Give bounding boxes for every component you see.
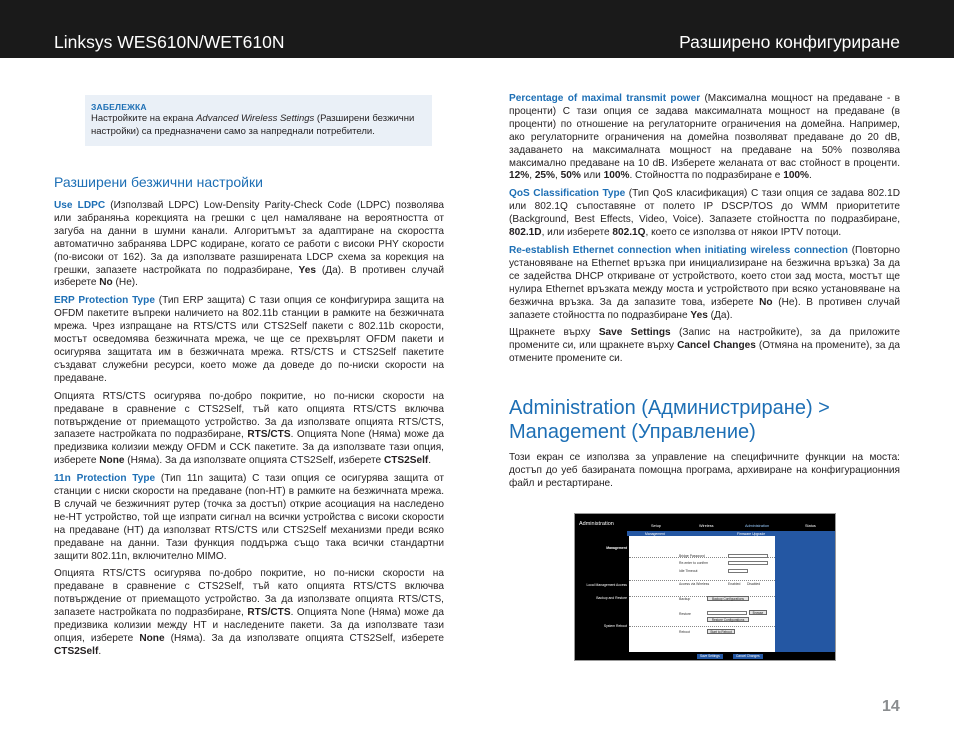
n11-options-paragraph: Опцията RTS/CTS осигурява по-добро покритие, но по-ниски скорости на предаване в сравнение с CTS2Self, тъй като опцията RTS/CTS включва потвърждение от приемащото устройство. За да използвате опцията RTS/CTS, запазете настройката по подразбиране, RTS/CTS. Опцията None (Няма) може да предизвика колизии между HT и наследените пакети. За да използвате тази опция, изберете None (Няма). За да използвате опцията CTS2Self, изберете CTS2Self. [54, 568, 445, 657]
shot-side-backup: Backup and Restore [596, 596, 627, 600]
management-screenshot [574, 513, 836, 661]
note-box [85, 95, 432, 146]
page-header [0, 0, 954, 58]
section-title: Разширени безжични настройки [54, 174, 263, 190]
shot-restore-button: Restore Configurations [707, 617, 749, 622]
shot-tab-setup: Setup [651, 524, 661, 528]
shot-tabs [627, 524, 835, 529]
note-text: Настройките на екрана Advanced Wireless Settings (Разширени безжични настройки) са предназначени само за напреднали потребители. [91, 113, 415, 137]
reestablish-paragraph: Re-establish Ethernet connection when initiating wireless connection (Повторно установяване на Ethernet връзка при инициализиране на безжична връзка) За да се задейства DHCP откриване от устройството, което стои зад моста, мостът ще нулира Ethernet връзката между моста и устройството при всяко установяване на безжична връзка. За да запазите това, изберете No (Не). В противен случай запазете стойността по подразбиране Yes (Да). [509, 244, 900, 321]
left-column [54, 200, 444, 664]
shot-row-restore: Restore [679, 612, 691, 616]
shot-row-reboot: Reboot [679, 630, 690, 634]
shot-tab-status: Status [805, 524, 816, 528]
shot-row-password: Bridge Password [679, 554, 705, 558]
shot-side-management: Management [606, 546, 627, 550]
shot-topbar [575, 514, 835, 536]
shot-bottombar [575, 652, 835, 661]
shot-side-reboot: System Reboot [603, 624, 627, 628]
shot-row-access: Access via Wireless [679, 582, 710, 586]
shot-title: Administration [579, 521, 614, 527]
shot-subtab-firmware: Firmware Upgrade [737, 532, 766, 536]
shot-tab-administration: Administration [745, 524, 770, 528]
shot-tab-wireless: Wireless [699, 524, 714, 528]
shot-restore-input [707, 611, 747, 615]
shot-help-panel [775, 536, 835, 654]
qos-paragraph: QoS Classification Type (Тип QoS класификация) С тази опция се задава 802.1D или 802.1Q съпоставяне от полето IP DSCP/TOS до WMM приоритетите (Background, Best Effects, Video, Voice). Запазете стойността по подразбиране, 802.1D, или изберете 802.1Q, което се използва от някои IPTV потоци. [509, 188, 900, 239]
shot-save-button: Save Settings [697, 654, 723, 659]
save-paragraph: Щракнете върху Save Settings (Запис на настройките), за да приложите промените си, или щракнете върху Cancel Changes (Отмяна на промените), за да отмените промените си. [509, 327, 900, 365]
power-paragraph: Percentage of maximal transmit power (Максимална мощност на предаване - в проценти) С тази опция се задава максималната мощност на предаване (в проценти) по отношение на регулаторните ограничения на домейна. Например, ако регулаторните ограничения на домейна позволяват предаване до 20 dB, задаването на максималната мощност на предаване на 50% позволява максимално предаване на 10 dB. Изберете желаната от вас стойност в проценти. 12%, 25%, 50% или 100%. Стойността по подразбиране е 100%. [509, 93, 900, 182]
shot-reenter-input [728, 561, 768, 565]
right-column [509, 93, 900, 371]
shot-reboot-button: Start to Reboot [707, 629, 735, 634]
shot-timeout-input [728, 569, 748, 573]
shot-browse-button: Browse [749, 610, 767, 615]
admin-intro: Този екран се използва за управление на специфичните функции на моста: достъп до уеб базираната помощна програма, архивиране на конфигурационния файл и рестартиране. [509, 452, 900, 489]
ldpc-paragraph: Use LDPC (Използвай LDPC) Low-Density Parity-Check Code (LDPC) позволява или забраняња корекцията на грешки с цел намаляване на вероятността от загуба на данни в шумни канали. Алгоритъмът за адаптиране на скоростта автоматично забранява LDPC кодиране, когато се работи с високи PHY скорости (по-високи от 162). За да използвате разширената LDCP схема за корекция на грешки, запазете настройката по подразбиране, Yes (Да). В противен случай изберете No (Не). [54, 200, 444, 289]
shot-row-reenter: Re-enter to confirm [679, 561, 709, 565]
product-title: Linksys WES610N/WET610N [54, 32, 285, 52]
admin-heading: Administration (Администриране) > Management (Управление) [509, 397, 830, 443]
note-label: ЗАБЕЛЕЖКА [91, 102, 147, 112]
page-number: 14 [882, 698, 900, 715]
shot-sidebar [575, 536, 629, 654]
shot-radio-enabled: Enabled [728, 582, 741, 586]
shot-side-local-access: Local Management Access [586, 583, 627, 587]
shot-row-timeout: Idle Timeout [679, 569, 698, 573]
shot-radio-disabled: Disabled [747, 582, 761, 586]
shot-divider [629, 580, 775, 581]
shot-row-backup: Backup [679, 597, 691, 601]
n11-paragraph: 11n Protection Type (Тип 11n защита) С тази опция се осигурява защита от станции с ниски скорости на предаване (non-HT) в рамките на безжичната мрежа. В случай че безжичният рутер (точка за достъп) открие асоциация на наследено не-HT устройство, той ще изпрати сигнал на всички устройства с високи скорости на предаване (HT) да използват RTS/CTS или CTS2Self механизми преди всяко предаване на данни. Тази функция поддържа също така всички стандартни защити 802.11n, включително MIMO. [54, 473, 445, 562]
shot-divider [629, 626, 775, 627]
erp-options-paragraph: Опцията RTS/CTS осигурява по-добро покритие, но по-ниски скорости на предаване в сравнение с CTS2Self, тъй като опцията RTS/CTS включва потвърждение от приемащото устройство. За да използвате опцията RTS/CTS, запазете настройката по подразбиране, RTS/CTS. Опцията None (Няма) може да предизвика колизии между OFDM и CCK пакетите. За да използвате тази опция, изберете None (Няма). За да използвате опцията CTS2Self, изберете CTS2Self. [54, 390, 445, 467]
shot-subtab-management: Management [645, 532, 665, 536]
shot-password-input [728, 554, 768, 558]
erp-paragraph: ERP Protection Type (Тип ERP защита) С тази опция се конфигурира защита на OFDM пакетите въпреки наличието на 802.11b станции в рамките на безжичната мрежа. Чрез изпращане на RTS/CTS или CTS2Self пакети с 802.11b скорости, мостът осведомява безжичната мрежа, че ще се прехвърлят OFDM пакети и осигурява защитата им в безжичната мрежа. RTS/CTS и CTS2Self пакетите създават служебни ресурси, което може да доведе до по-ниски скорости на предаване. [54, 295, 444, 384]
shot-cancel-button: Cancel Changes [733, 654, 763, 659]
shot-divider [629, 596, 775, 597]
shot-backup-button: Backup Configurations [707, 596, 749, 601]
chapter-title: Разширено конфигуриране [679, 32, 900, 52]
